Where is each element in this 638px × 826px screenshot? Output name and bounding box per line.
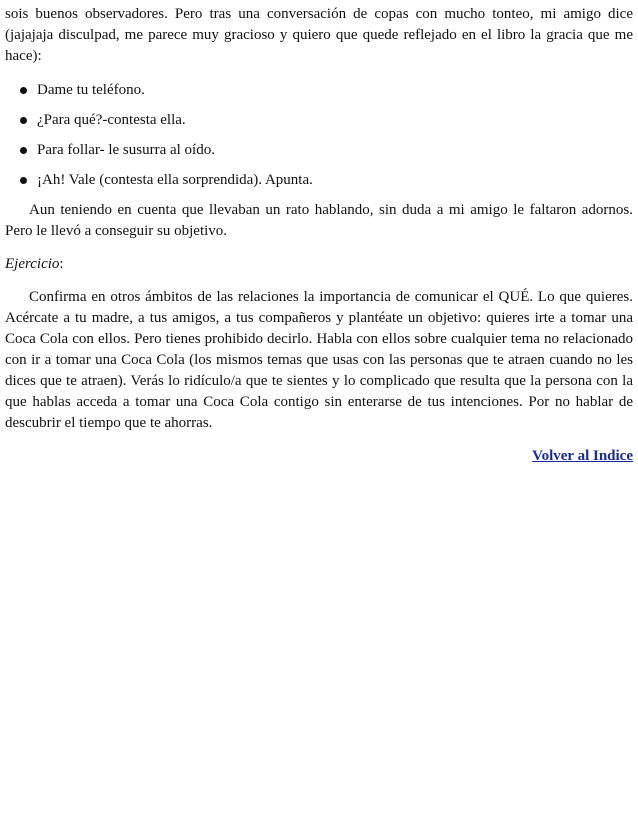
bullet-icon xyxy=(20,87,27,94)
list-item xyxy=(5,110,633,131)
dialog-line: ¡Ah! Vale (contesta ella sorprendida). Apunta. xyxy=(37,172,313,188)
comment-paragraph: Aun teniendo en cuenta que llevaban un rato hablando, sin duda a mi amigo le faltaron adornos. Pero le llevó a conseguir su objetivo. xyxy=(5,202,633,239)
intro-paragraph: sois buenos observadores. Pero tras una conversación de copas con mucho tonteo, mi amigo dice (jajajaja disculpad, me parece muy gracioso y quiero que quede reflejado en el libro la gracia que me hace): xyxy=(5,6,633,64)
list-item xyxy=(5,80,633,101)
back-to-index-link[interactable]: Volver al Indice xyxy=(532,448,633,464)
bullet-icon xyxy=(20,177,27,184)
exercise-label: Ejercicio xyxy=(5,256,60,272)
dialog-line: Para follar- le susurra al oído. xyxy=(37,142,215,158)
exercise-label-suffix: : xyxy=(59,256,64,272)
back-link-row xyxy=(5,446,633,467)
bullet-icon xyxy=(20,117,27,124)
list-item xyxy=(5,170,633,191)
list-item xyxy=(5,140,633,161)
exercise-heading xyxy=(5,254,633,275)
exercise-paragraph: Confirma en otros ámbitos de las relaciones la importancia de comunicar el QUÉ. Lo que quieres. Acércate a tu madre, a tus amigos, a tus compañeros y plantéate un objetivo: quieres irte a tomar una Coca Cola con ellos. Pero tienes prohibido decirlo. Habla con ellos sobre cualquier tema no relacionado con ir a tomar una Coca Cola (los mismos temas que usas con las personas que te atraen cuando no les dices que te atraen). Verás lo ridículo/a que te sientes y lo complicado que resulta que la persona con la que hablas acceda a tomar una Coca Cola contigo sin enterarse de tus intenciones. Por no hablar de descubrir el tiempo que te ahorras. xyxy=(5,289,633,431)
dialog-list xyxy=(5,80,633,191)
bullet-icon xyxy=(20,147,27,154)
dialog-line: ¿Para qué?-contesta ella. xyxy=(37,112,186,128)
dialog-line: Dame tu teléfono. xyxy=(37,82,145,98)
document-page xyxy=(5,4,633,467)
